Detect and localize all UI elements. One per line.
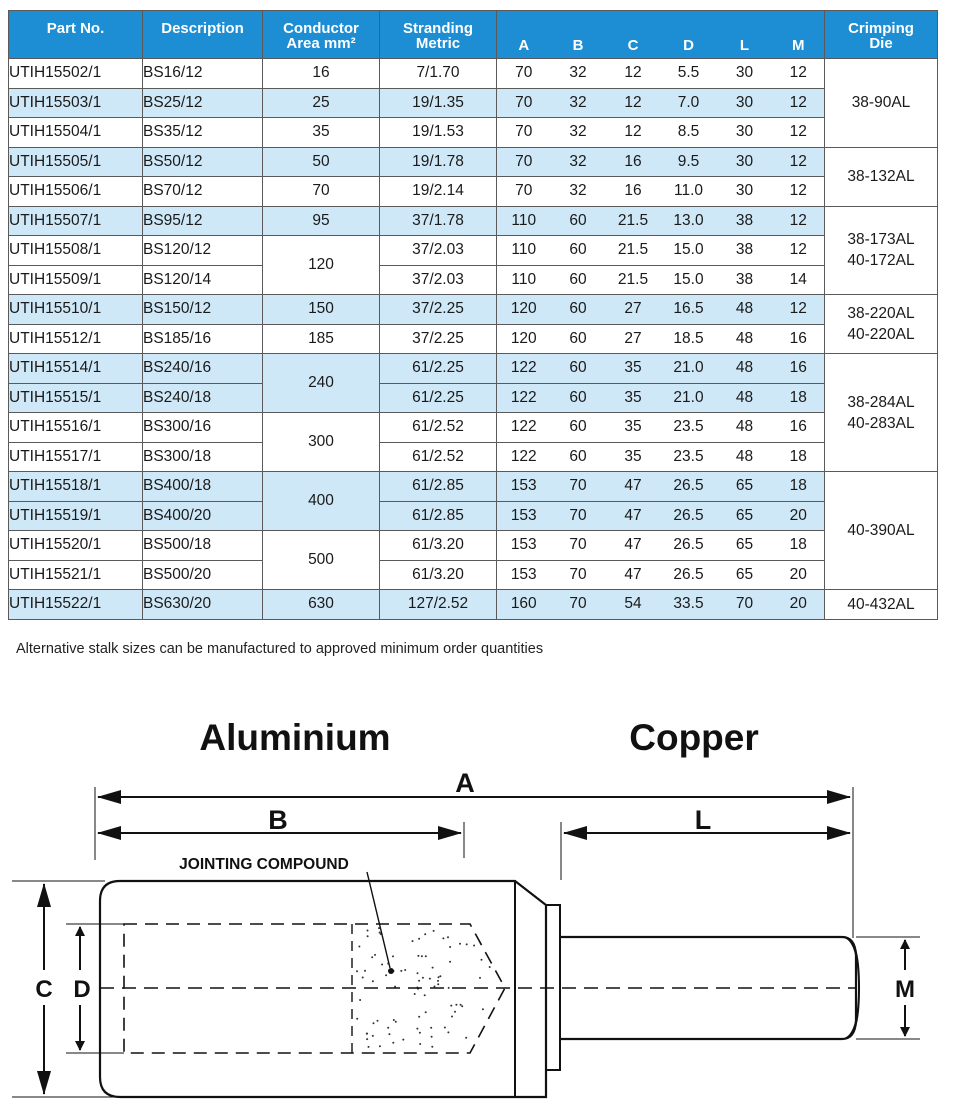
cell-part-no: UTIH15504/1 <box>9 118 143 148</box>
table-row <box>9 236 938 266</box>
cell-dim-c: 21.5 <box>606 265 661 295</box>
cell-dim-d: 26.5 <box>661 531 717 561</box>
cell-dim-c: 21.5 <box>606 206 661 236</box>
footnote: Alternative stalk sizes can be manufactured to approved minimum order quantities <box>16 641 544 657</box>
cell-crimping-die <box>825 147 938 206</box>
cell-dim-b: 70 <box>551 531 606 561</box>
cell-dim-c: 12 <box>606 118 661 148</box>
die-code: 40-390AL <box>847 522 915 539</box>
cell-description: BS120/14 <box>143 265 263 295</box>
table-row <box>9 560 938 590</box>
cell-dim-l: 48 <box>717 413 773 443</box>
cell-conductor-area: 240 <box>263 354 380 413</box>
header-l: L <box>717 11 773 59</box>
cell-dim-c: 47 <box>606 501 661 531</box>
cell-dim-a: 70 <box>497 88 551 118</box>
cell-part-no: UTIH15505/1 <box>9 147 143 177</box>
table-row <box>9 442 938 472</box>
table-row <box>9 59 938 89</box>
cell-dim-b: 32 <box>551 59 606 89</box>
cell-conductor-area: 300 <box>263 413 380 472</box>
cell-dim-d: 16.5 <box>661 295 717 325</box>
table-row <box>9 265 938 295</box>
cell-stranding: 19/1.35 <box>380 88 497 118</box>
table-row <box>9 472 938 502</box>
cell-dim-l: 65 <box>717 501 773 531</box>
cell-dim-b: 60 <box>551 265 606 295</box>
cell-dim-m: 18 <box>773 472 825 502</box>
cell-part-no: UTIH15517/1 <box>9 442 143 472</box>
cell-conductor-area: 120 <box>263 236 380 295</box>
cell-stranding: 37/2.25 <box>380 295 497 325</box>
cell-dim-m: 20 <box>773 590 825 620</box>
cell-dim-l: 48 <box>717 324 773 354</box>
cell-dim-l: 65 <box>717 560 773 590</box>
cell-stranding: 37/2.25 <box>380 324 497 354</box>
header-part-no: Part No. <box>9 11 143 59</box>
cell-dim-d: 18.5 <box>661 324 717 354</box>
cell-dim-a: 70 <box>497 59 551 89</box>
header-d: D <box>661 11 717 59</box>
header-b: B <box>551 11 606 59</box>
cell-dim-c: 47 <box>606 472 661 502</box>
cell-stranding: 61/2.25 <box>380 354 497 384</box>
cell-dim-b: 70 <box>551 560 606 590</box>
cell-stranding: 61/2.52 <box>380 442 497 472</box>
cell-dim-c: 47 <box>606 560 661 590</box>
cell-dim-b: 70 <box>551 472 606 502</box>
hidden-bore <box>124 924 505 1053</box>
cell-dim-d: 11.0 <box>661 177 717 207</box>
cell-dim-a: 160 <box>497 590 551 620</box>
cell-dim-a: 120 <box>497 324 551 354</box>
cell-part-no: UTIH15507/1 <box>9 206 143 236</box>
cell-description: BS500/20 <box>143 560 263 590</box>
cell-stranding: 37/2.03 <box>380 236 497 266</box>
cell-dim-a: 122 <box>497 413 551 443</box>
cell-dim-l: 70 <box>717 590 773 620</box>
cell-dim-a: 110 <box>497 206 551 236</box>
cell-dim-b: 60 <box>551 442 606 472</box>
cell-conductor-area: 50 <box>263 147 380 177</box>
cell-dim-c: 35 <box>606 354 661 384</box>
cell-part-no: UTIH15521/1 <box>9 560 143 590</box>
cell-part-no: UTIH15503/1 <box>9 88 143 118</box>
cell-dim-d: 23.5 <box>661 442 717 472</box>
cell-dim-m: 16 <box>773 324 825 354</box>
cell-crimping-die <box>825 472 938 590</box>
dim-b-label: B <box>268 805 288 835</box>
aluminium-barrel <box>100 881 546 1097</box>
cell-dim-m: 12 <box>773 147 825 177</box>
cell-dim-m: 18 <box>773 442 825 472</box>
aluminium-label: Aluminium <box>199 717 391 758</box>
cell-dim-a: 153 <box>497 531 551 561</box>
table-row <box>9 118 938 148</box>
cell-description: BS35/12 <box>143 118 263 148</box>
cell-dim-m: 18 <box>773 531 825 561</box>
cell-dim-c: 16 <box>606 177 661 207</box>
cell-dim-b: 60 <box>551 383 606 413</box>
die-code: 38-284AL <box>847 393 915 411</box>
cell-description: BS95/12 <box>143 206 263 236</box>
cell-description: BS300/18 <box>143 442 263 472</box>
die-code: 40-172AL <box>847 252 915 270</box>
cell-dim-l: 48 <box>717 354 773 384</box>
cell-dim-d: 5.5 <box>661 59 717 89</box>
cell-dim-l: 30 <box>717 118 773 148</box>
header-a: A <box>497 11 551 59</box>
cell-dim-l: 38 <box>717 206 773 236</box>
cell-dim-l: 38 <box>717 236 773 266</box>
cell-dim-d: 7.0 <box>661 88 717 118</box>
cell-dim-c: 27 <box>606 324 661 354</box>
cell-dim-b: 60 <box>551 206 606 236</box>
cell-dim-m: 12 <box>773 177 825 207</box>
cell-part-no: UTIH15518/1 <box>9 472 143 502</box>
cell-dim-l: 48 <box>717 383 773 413</box>
cell-dim-c: 35 <box>606 383 661 413</box>
cell-part-no: UTIH15520/1 <box>9 531 143 561</box>
cell-dim-m: 12 <box>773 59 825 89</box>
cell-dim-m: 12 <box>773 206 825 236</box>
cell-dim-b: 60 <box>551 324 606 354</box>
cell-dim-d: 8.5 <box>661 118 717 148</box>
cell-dim-c: 21.5 <box>606 236 661 266</box>
cell-dim-d: 23.5 <box>661 413 717 443</box>
cell-part-no: UTIH15508/1 <box>9 236 143 266</box>
cell-part-no: UTIH15515/1 <box>9 383 143 413</box>
cell-dim-d: 26.5 <box>661 472 717 502</box>
cell-dim-c: 16 <box>606 147 661 177</box>
cell-stranding: 127/2.52 <box>380 590 497 620</box>
cell-dim-d: 13.0 <box>661 206 717 236</box>
die-code: 40-283AL <box>847 414 915 432</box>
die-code: 38-90AL <box>851 94 911 112</box>
die-code: 40-220AL <box>847 326 915 343</box>
cell-dim-l: 48 <box>717 442 773 472</box>
cell-crimping-die <box>825 295 938 354</box>
cell-conductor-area: 25 <box>263 88 380 118</box>
cell-part-no: UTIH15516/1 <box>9 413 143 443</box>
cell-dim-l: 65 <box>717 531 773 561</box>
cell-dim-d: 21.0 <box>661 383 717 413</box>
cell-conductor-area: 35 <box>263 118 380 148</box>
cell-stranding: 7/1.70 <box>380 59 497 89</box>
die-code: 38-220AL <box>847 305 915 322</box>
cell-crimping-die <box>825 354 938 472</box>
table-row <box>9 383 938 413</box>
cell-dim-m: 18 <box>773 383 825 413</box>
table-row <box>9 590 938 620</box>
cell-dim-b: 60 <box>551 354 606 384</box>
cell-conductor-area: 630 <box>263 590 380 620</box>
cell-dim-b: 70 <box>551 590 606 620</box>
spec-table <box>8 10 938 620</box>
table-row <box>9 88 938 118</box>
cell-dim-l: 30 <box>717 147 773 177</box>
cell-stranding: 37/2.03 <box>380 265 497 295</box>
table-body <box>9 59 938 620</box>
cell-part-no: UTIH15506/1 <box>9 177 143 207</box>
cell-description: BS400/20 <box>143 501 263 531</box>
cell-dim-a: 122 <box>497 442 551 472</box>
dim-a-label: A <box>455 768 475 798</box>
table-row <box>9 324 938 354</box>
cell-description: BS300/16 <box>143 413 263 443</box>
table-row <box>9 501 938 531</box>
cell-dim-m: 14 <box>773 265 825 295</box>
header-description: Description <box>143 11 263 59</box>
cell-dim-b: 32 <box>551 88 606 118</box>
cell-dim-b: 32 <box>551 118 606 148</box>
cell-description: BS240/18 <box>143 383 263 413</box>
table-row <box>9 531 938 561</box>
cell-conductor-area: 16 <box>263 59 380 89</box>
cell-stranding: 19/1.53 <box>380 118 497 148</box>
cell-description: BS185/16 <box>143 324 263 354</box>
dim-c-label: C <box>35 976 53 1003</box>
table-row <box>9 147 938 177</box>
cell-description: BS50/12 <box>143 147 263 177</box>
cell-dim-m: 12 <box>773 118 825 148</box>
cell-dim-d: 33.5 <box>661 590 717 620</box>
cell-dim-b: 70 <box>551 501 606 531</box>
jointing-compound-leader <box>367 872 390 968</box>
cell-dim-a: 120 <box>497 295 551 325</box>
cell-conductor-area: 185 <box>263 324 380 354</box>
header-c: C <box>606 11 661 59</box>
cell-dim-a: 110 <box>497 236 551 266</box>
cell-stranding: 61/2.85 <box>380 472 497 502</box>
cell-stranding: 37/1.78 <box>380 206 497 236</box>
cell-description: BS120/12 <box>143 236 263 266</box>
cell-dim-c: 12 <box>606 59 661 89</box>
cell-conductor-area: 150 <box>263 295 380 325</box>
cell-dim-c: 35 <box>606 413 661 443</box>
cell-dim-b: 32 <box>551 177 606 207</box>
cell-stranding: 19/2.14 <box>380 177 497 207</box>
cell-stranding: 61/2.52 <box>380 413 497 443</box>
cell-dim-l: 30 <box>717 88 773 118</box>
cell-dim-l: 30 <box>717 177 773 207</box>
cell-dim-l: 48 <box>717 295 773 325</box>
cell-description: BS16/12 <box>143 59 263 89</box>
cell-part-no: UTIH15509/1 <box>9 265 143 295</box>
cell-dim-d: 9.5 <box>661 147 717 177</box>
cell-dim-b: 32 <box>551 147 606 177</box>
cell-dim-m: 20 <box>773 560 825 590</box>
cell-stranding: 61/2.85 <box>380 501 497 531</box>
cell-dim-a: 70 <box>497 177 551 207</box>
table-row <box>9 177 938 207</box>
jointing-compound-label: JOINTING COMPOUND <box>179 856 349 873</box>
cell-dim-m: 12 <box>773 295 825 325</box>
cell-dim-d: 15.0 <box>661 236 717 266</box>
cell-dim-c: 54 <box>606 590 661 620</box>
cell-description: BS400/18 <box>143 472 263 502</box>
dim-d-label: D <box>73 976 91 1003</box>
cell-dim-m: 12 <box>773 88 825 118</box>
cell-dim-l: 30 <box>717 59 773 89</box>
cell-part-no: UTIH15514/1 <box>9 354 143 384</box>
cell-dim-m: 20 <box>773 501 825 531</box>
cell-dim-l: 38 <box>717 265 773 295</box>
cell-stranding: 61/3.20 <box>380 531 497 561</box>
cell-dim-a: 153 <box>497 560 551 590</box>
cell-part-no: UTIH15510/1 <box>9 295 143 325</box>
cell-stranding: 19/1.78 <box>380 147 497 177</box>
table-row <box>9 206 938 236</box>
copper-label: Copper <box>629 717 759 758</box>
cell-dim-c: 12 <box>606 88 661 118</box>
cell-dim-m: 16 <box>773 413 825 443</box>
cell-dim-a: 122 <box>497 383 551 413</box>
cell-conductor-area: 95 <box>263 206 380 236</box>
cell-dim-a: 153 <box>497 472 551 502</box>
cell-part-no: UTIH15502/1 <box>9 59 143 89</box>
cell-dim-a: 70 <box>497 118 551 148</box>
cell-dim-b: 60 <box>551 413 606 443</box>
cell-dim-d: 21.0 <box>661 354 717 384</box>
terminal-diagram <box>0 690 963 1117</box>
header-m: M <box>773 11 825 59</box>
cell-description: BS240/16 <box>143 354 263 384</box>
cell-dim-a: 110 <box>497 265 551 295</box>
cell-crimping-die <box>825 206 938 295</box>
jointing-compound-point <box>388 968 394 974</box>
header-stranding: Stranding Metric <box>380 11 497 59</box>
cell-part-no: UTIH15522/1 <box>9 590 143 620</box>
cell-stranding: 61/2.25 <box>380 383 497 413</box>
cell-dim-d: 15.0 <box>661 265 717 295</box>
cell-dim-d: 26.5 <box>661 501 717 531</box>
die-code: 38-132AL <box>847 168 915 185</box>
header-crimping-die: Crimping Die <box>825 11 938 59</box>
cell-conductor-area: 400 <box>263 472 380 531</box>
cell-dim-b: 60 <box>551 295 606 325</box>
cell-description: BS500/18 <box>143 531 263 561</box>
cell-dim-a: 122 <box>497 354 551 384</box>
cell-dim-m: 12 <box>773 236 825 266</box>
die-code: 40-432AL <box>847 595 915 613</box>
cell-dim-a: 70 <box>497 147 551 177</box>
table-header <box>9 11 938 59</box>
table-row <box>9 354 938 384</box>
cell-dim-d: 26.5 <box>661 560 717 590</box>
cell-description: BS25/12 <box>143 88 263 118</box>
cell-crimping-die <box>825 590 938 620</box>
cell-description: BS70/12 <box>143 177 263 207</box>
header-conductor: Conductor Area mm² <box>263 11 380 59</box>
cell-dim-c: 27 <box>606 295 661 325</box>
cell-dim-l: 65 <box>717 472 773 502</box>
dim-m-label: M <box>895 976 915 1003</box>
cell-dim-b: 60 <box>551 236 606 266</box>
cell-part-no: UTIH15512/1 <box>9 324 143 354</box>
table-row <box>9 295 938 325</box>
cell-conductor-area: 500 <box>263 531 380 590</box>
cell-crimping-die <box>825 59 938 148</box>
cell-dim-a: 153 <box>497 501 551 531</box>
dim-l-label: L <box>694 805 712 835</box>
cell-dim-c: 35 <box>606 442 661 472</box>
die-code: 38-173AL <box>847 231 915 249</box>
cell-stranding: 61/3.20 <box>380 560 497 590</box>
cell-dim-m: 16 <box>773 354 825 384</box>
cell-part-no: UTIH15519/1 <box>9 501 143 531</box>
cell-dim-c: 47 <box>606 531 661 561</box>
cell-description: BS630/20 <box>143 590 263 620</box>
cell-description: BS150/12 <box>143 295 263 325</box>
table-row <box>9 413 938 443</box>
cell-conductor-area: 70 <box>263 177 380 207</box>
